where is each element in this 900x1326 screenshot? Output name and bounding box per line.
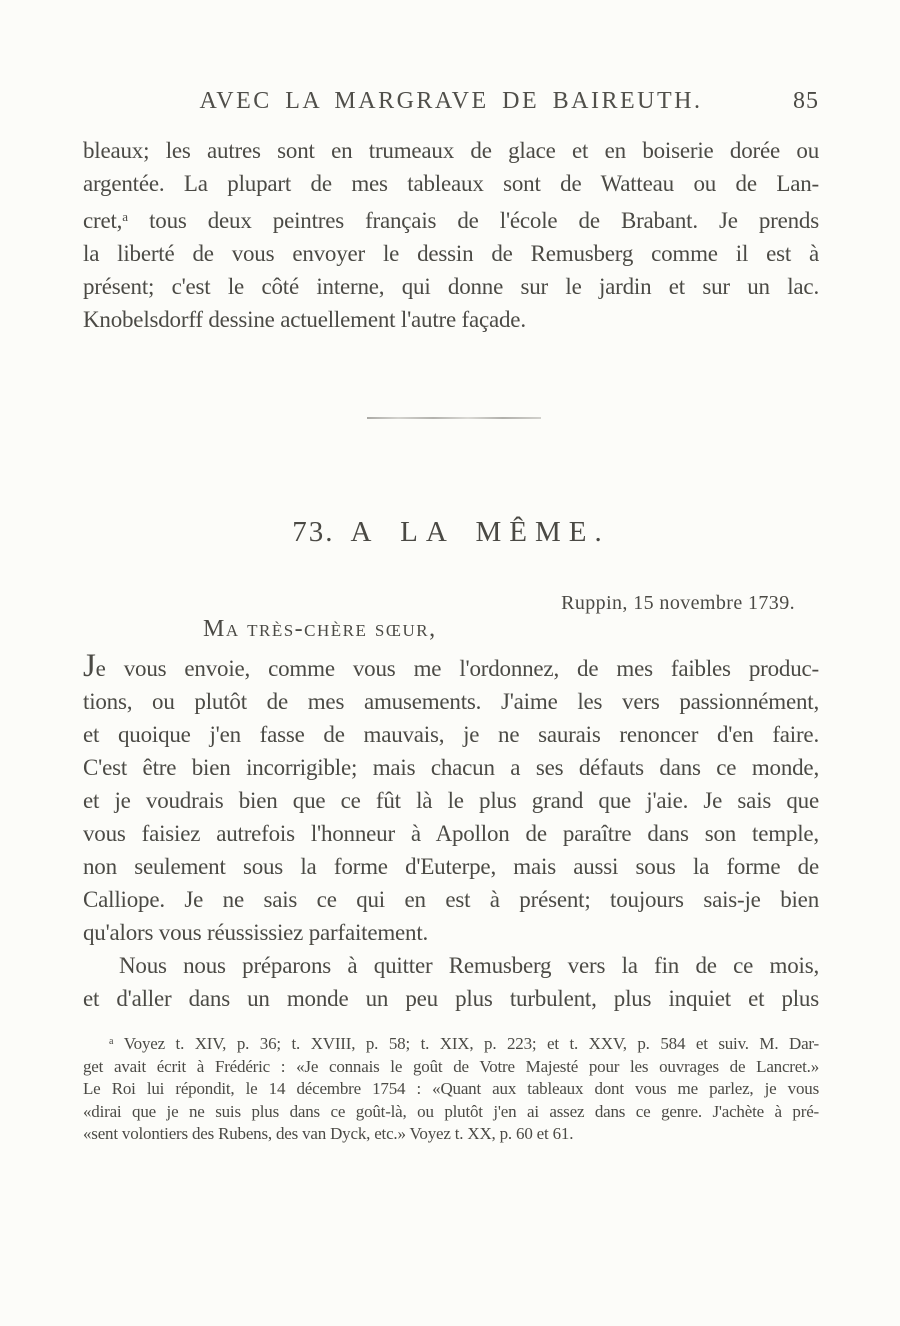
dateline: Ruppin, 15 novembre 1739. — [561, 592, 795, 614]
text-segment: cret, — [83, 208, 123, 233]
running-title: AVEC LA MARGRAVE DE BAIREUTH. — [199, 88, 703, 114]
text-line: vous faisiez autrefois l'honneur à Apollon de paraître dans son temple, — [83, 821, 819, 846]
text-line: Calliope. Je ne sais ce qui en est à présent; toujours sais-je bien — [83, 887, 819, 912]
text-line: et d'aller dans un monde un peu plus turbulent, plus inquiet et plus — [83, 986, 819, 1011]
footnote-line: get avait écrit à Frédéric : «Je connais le goût de Votre Majesté pour les ouvrages de Lancret.» — [83, 1056, 819, 1076]
text-line: Knobelsdorff dessine actuellement l'autre façade. — [83, 307, 526, 332]
text-line: qu'alors vous réussissiez parfaitement. — [83, 920, 429, 945]
text-segment: e vous envoie, comme vous me l'ordonnez, de mes faibles produc- — [95, 656, 819, 681]
text-segment: Voyez t. XIV, p. 36; t. XVIII, p. 58; t. XIX, p. 223; et t. XXV, p. 584 et suiv. M. Dar- — [123, 1034, 819, 1053]
text-line: Nous nous préparons à quitter Remusberg vers la fin de ce mois, — [119, 953, 819, 978]
text-line: et quoique j'en fasse de mauvais, je ne saurais renoncer d'en faire. — [83, 722, 819, 747]
footnote-line: «sent volontiers des Rubens, des van Dyck, etc.» Voyez t. XX, p. 60 et 61. — [83, 1124, 574, 1144]
footnote — [83, 1031, 819, 1146]
section-divider — [367, 417, 541, 419]
footnote-line — [83, 1031, 819, 1056]
text-line: argentée. La plupart de mes tableaux sont de Watteau ou de Lan- — [83, 171, 819, 196]
paragraph-continuation — [83, 134, 819, 336]
text-line — [83, 200, 819, 237]
drop-initial: J — [83, 648, 96, 684]
text-line: la liberté de vous envoyer le dessin de Remusberg comme il est à — [83, 241, 819, 266]
text-line: C'est être bien incorrigible; mais chacun a ses défauts dans ce monde, — [83, 755, 819, 780]
text-line: présent; c'est le côté interne, qui donne sur le jardin et sur un lac. — [83, 274, 819, 299]
text-line — [83, 648, 819, 685]
page-header — [83, 86, 819, 118]
text-line: non seulement sous la forme d'Euterpe, mais aussi sous la forme de — [83, 854, 819, 879]
letter-heading — [83, 516, 819, 549]
footnote-marker: a — [109, 1036, 114, 1047]
text-segment: tous deux peintres français de l'école de Brabant. Je prends — [149, 208, 819, 233]
letter-number: 73. — [292, 516, 335, 548]
page-number: 85 — [793, 88, 819, 114]
footnote-marker: a — [122, 209, 128, 224]
text-line: tions, ou plutôt de mes amusements. J'aime les vers passionnément, — [83, 689, 819, 714]
footnote-line: Le Roi lui répondit, le 14 décembre 1754 : «Quant aux tableaux dont vous me parlez, je vous — [83, 1079, 819, 1099]
letter-body — [83, 648, 819, 1015]
text-line: bleaux; les autres sont en trumeaux de glace et en boiserie dorée ou — [83, 138, 819, 163]
salutation: Ma très-chère sœur, — [203, 616, 437, 642]
letter-title: A LA MÊME. — [350, 516, 610, 548]
footnote-line: «dirai que je ne suis plus dans ce goût-là, ou plutôt j'en ai assez dans ce genre. J'achète à pré- — [83, 1101, 819, 1121]
text-line: et je voudrais bien que ce fût là le plus grand que j'aie. Je sais que — [83, 788, 819, 813]
